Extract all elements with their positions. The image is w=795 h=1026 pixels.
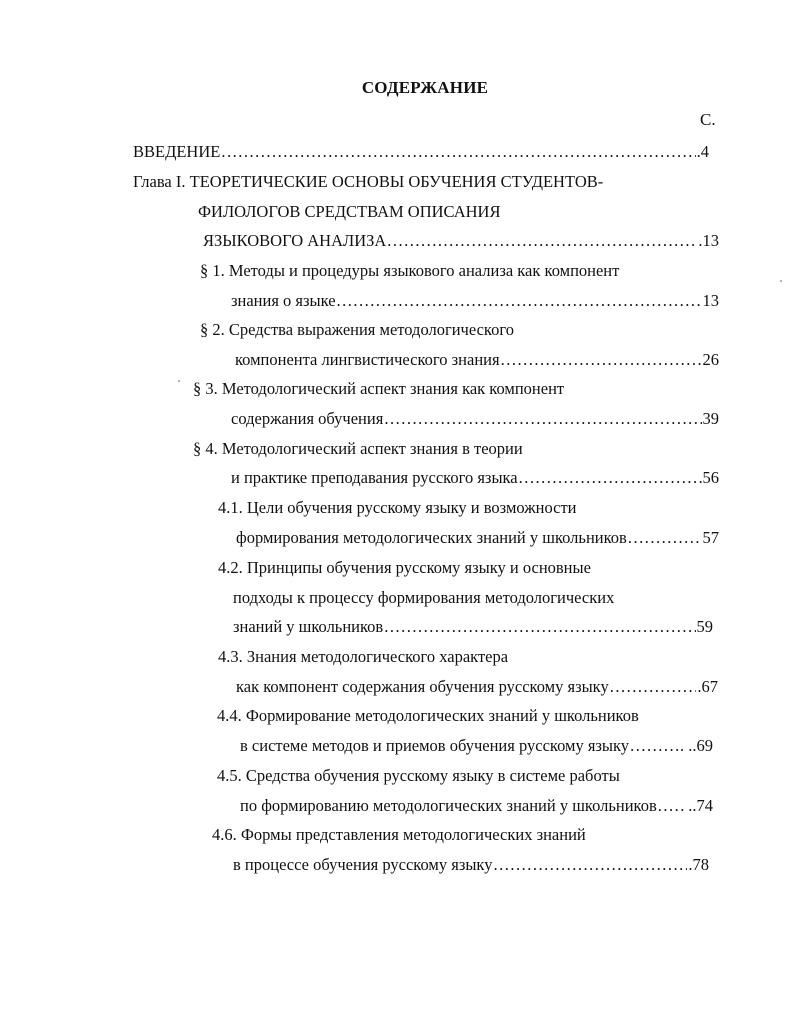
dot-leader (610, 677, 697, 697)
toc-entry-subsection-4-5-line-1: 4.5. Средства обучения русскому языку в системе работы (217, 766, 620, 785)
toc-page-number: 13 (702, 291, 719, 310)
toc-entry-subsection-4-6-line-1: 4.6. Формы представления методологических знаний (212, 825, 586, 844)
toc-entry-text: ЯЗЫКОВОГО АНАЛИЗА (203, 231, 387, 250)
toc-entry-text: ВВЕДЕНИЕ (133, 142, 221, 161)
toc-entry-section-1 (231, 291, 719, 311)
toc-entry-section-4-line-1: § 4. Методологический аспект знания в теории (193, 439, 523, 458)
dot-leader (384, 409, 701, 429)
toc-entry-subsection-4-6 (233, 855, 709, 875)
toc-entry-subsection-4-5 (240, 796, 713, 816)
dot-leader (337, 291, 702, 311)
toc-page-number: 57 (702, 528, 719, 547)
toc-entry-introduction (133, 142, 709, 162)
toc-entry-text: в системе методов и приемов обучения русскому языку (240, 736, 630, 755)
toc-entry-chapter-1-line-1: Глава I. ТЕОРЕТИЧЕСКИЕ ОСНОВЫ ОБУЧЕНИЯ СТУДЕНТОВ- (133, 172, 604, 191)
dot-leader (519, 468, 702, 488)
toc-entry-section-3-line-1: § 3. Методологический аспект знания как компонент (193, 379, 565, 398)
toc-page-number: .78 (688, 855, 709, 874)
toc-entry-text: знания о языке (231, 291, 336, 310)
toc-entry-subsection-4-1-line-1: 4.1. Цели обучения русскому языку и возможности (218, 498, 577, 517)
toc-entry-text: в процессе обучения русскому языку (233, 855, 493, 874)
toc-page-number: .4 (696, 142, 709, 161)
toc-page-number: .67 (697, 677, 718, 696)
dot-leader (221, 142, 695, 162)
toc-entry-subsection-4-2-line-2: подходы к процессу формирования методологических (233, 588, 615, 607)
toc-entry-section-2 (235, 350, 719, 370)
toc-page-number: 26 (702, 350, 719, 369)
toc-page-number: . ..69 (680, 736, 713, 755)
toc-page-number: .13 (698, 231, 719, 250)
toc-entry-subsection-4-3 (236, 677, 718, 697)
dot-leader (387, 231, 697, 251)
toc-entry-subsection-4-4-line-1: 4.4. Формирование методологических знаний у школьников (217, 706, 639, 725)
toc-entry-text: и практике преподавания русского языка (231, 468, 518, 487)
toc-entry-subsection-4-2 (233, 617, 713, 637)
toc-entry-chapter-1 (203, 231, 719, 251)
page-title: СОДЕРЖАНИЕ (361, 78, 489, 97)
dot-leader (501, 350, 702, 370)
toc-entry-subsection-4-3-line-1: 4.3. Знания методологического характера (218, 647, 509, 666)
toc-entry-text: по формированию методологических знаний у школьников (240, 796, 657, 815)
toc-page-number: 56 (702, 468, 719, 487)
toc-page-number: ..74 (688, 796, 713, 815)
toc-entry-chapter-1-line-2: ФИЛОЛОГОВ СРЕДСТВАМ ОПИСАНИЯ (198, 202, 501, 221)
toc-entry-section-4 (231, 468, 719, 488)
toc-entry-section-1-line-1: § 1. Методы и процедуры языкового анализа как компонент (200, 261, 620, 280)
toc-entry-text: знаний у школьников (233, 617, 384, 636)
dot-leader (658, 796, 687, 816)
toc-page-number: 39 (702, 409, 719, 428)
scan-speck (780, 280, 782, 282)
dot-leader (384, 617, 695, 637)
toc-entry-text: содержания обучения (231, 409, 384, 428)
toc-entry-subsection-4-2-line-1: 4.2. Принципы обучения русскому языку и основные (218, 558, 591, 577)
dot-leader (493, 855, 687, 875)
dot-leader (628, 528, 702, 548)
toc-page-number: 59 (696, 617, 713, 636)
toc-entry-section-3 (231, 409, 719, 429)
toc-entry-subsection-4-1 (236, 528, 719, 548)
toc-entry-subsection-4-4 (240, 736, 713, 756)
page-column-label: С. (700, 110, 716, 129)
toc-entry-section-2-line-1: § 2. Средства выражения методологического (200, 320, 514, 339)
scan-speck (178, 380, 180, 382)
toc-entry-text: формирования методологических знаний у школьников (236, 528, 627, 547)
toc-entry-text: как компонент содержания обучения русскому языку (236, 677, 609, 696)
toc-entry-text: компонента лингвистического знания (235, 350, 500, 369)
dot-leader (630, 736, 679, 756)
